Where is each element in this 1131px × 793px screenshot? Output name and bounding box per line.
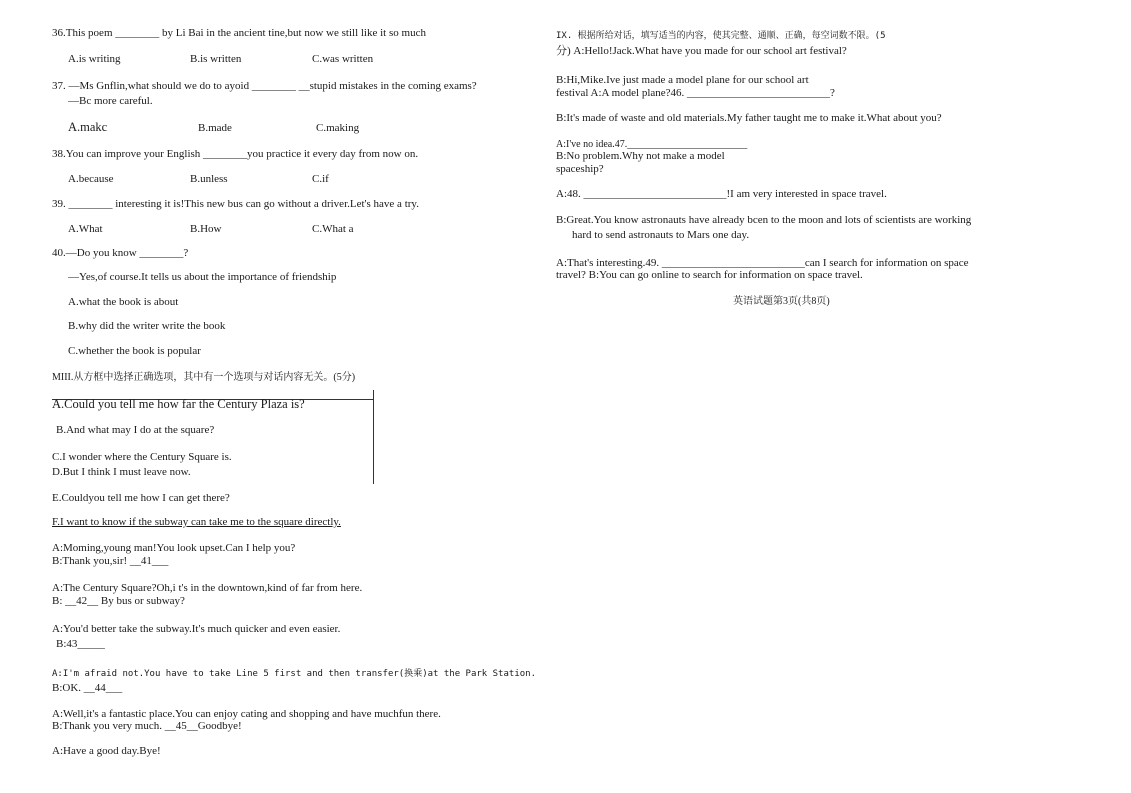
section9-title: IX. 根据所给对话，填写适当的内容，使其完整、通顺、正确，每空词数不限。(5 xyxy=(556,31,886,41)
dialog-line: A:I've no idea.47.________________________ xyxy=(556,139,748,150)
q36-option-a: A.is writing xyxy=(68,53,121,65)
dialog-line: A:That's interesting.49. __________________________can I search for information on space xyxy=(556,257,969,269)
q39-option-a: A.What xyxy=(68,223,103,235)
q39-stem: 39. ________ interesting it is!This new bus can go without a driver.Let's have a try. xyxy=(52,198,419,210)
dialog-line: A:48. __________________________!I am very interested in space travel. xyxy=(556,188,887,200)
q36-stem: 36.This poem ________ by Li Bai in the ancient tine,but now we still like it so much xyxy=(52,27,426,39)
option-b: B.And what may I do at the square? xyxy=(56,424,215,436)
q39-option-c: C.What a xyxy=(312,223,354,235)
dialog-line: A:Have a good day.Bye! xyxy=(52,745,161,757)
q40-option-a: A.what the book is about xyxy=(68,296,179,308)
dialog-line: B:OK. __44___ xyxy=(52,682,123,694)
q38-option-b: B.unless xyxy=(190,173,228,185)
dialog-line: B:Hi,Mike.Ive just made a model plane for our school art xyxy=(556,74,809,86)
dialog-line: B:Thank you,sir! __41___ xyxy=(52,555,169,567)
dialog-line: A:You'd better take the subway.It's much quicker and even easier. xyxy=(52,623,341,635)
q40-option-b: B.why did the writer write the book xyxy=(68,320,226,332)
page-footer: 英语试题第3页(共8页) xyxy=(733,296,830,307)
dialog-line: A:The Century Square?Oh,i t's in the downtown,kind of far from here. xyxy=(52,582,363,594)
dialog-line: hard to send astronauts to Mars one day. xyxy=(572,229,750,241)
dialog-line: B:Thank you very much. __45__Goodbye! xyxy=(52,720,242,732)
q37-option-b: B.made xyxy=(198,122,232,134)
option-f: F.I want to know if the subway can take me to the square directly. xyxy=(52,516,341,528)
dialog-line: B:It's made of waste and old materials.My father taught me to make it.What about you? xyxy=(556,112,942,124)
dialog-line: A:Moming,young man!You look upset.Can I help you? xyxy=(52,542,296,554)
q40-option-c: C.whether the book is popular xyxy=(68,345,201,357)
option-c: C.I wonder where the Century Square is. xyxy=(52,451,232,463)
q36-option-b: B.is written xyxy=(190,53,242,65)
q40-reply: —Yes,of course.It tells us about the importance of friendship xyxy=(68,271,337,283)
q38-option-a: A.because xyxy=(68,173,114,185)
dialog-line: travel? B:You can go online to search for information on space travel. xyxy=(556,269,863,281)
dialog-line: spaceship? xyxy=(556,163,604,175)
option-a: A.Could you tell me how far the Century Plaza is? xyxy=(52,397,305,411)
q37-stem: 37. —Ms Gnflin,what should we do to ayoid ________ __stupid mistakes in the coming exams? xyxy=(52,80,477,92)
q36-option-c: C.was written xyxy=(312,53,374,65)
dialog-line: B:Great.You know astronauts have already bcen to the moon and lots of scientists are working xyxy=(556,214,972,226)
q37-option-a: A.makc xyxy=(68,120,108,134)
dialog-line: A:Well,it's a fantastic place.You can enjoy cating and shopping and have muchfun there. xyxy=(52,708,441,720)
option-e: E.Couldyou tell me how I can get there? xyxy=(52,492,230,504)
q37-option-c: C.making xyxy=(316,122,360,134)
dialog-line: B: __42__ By bus or subway? xyxy=(52,595,185,607)
dialog-line: festival A:A model plane?46. __________________________? xyxy=(556,87,835,99)
q38-option-c: C.if xyxy=(312,173,329,185)
dialog-line: B:No problem.Why not make a model xyxy=(556,150,725,162)
section8-title: MIII.从方框中选择正确选项，其中有一个选项与对话内容无关。(5分) xyxy=(52,372,356,383)
q40-stem: 40.—Do you know ________? xyxy=(52,247,189,259)
dialog-line: A:I'm afraid not.You have to take Line 5 first and then transfer(换乘)at the Park Station. xyxy=(52,669,536,679)
option-box-right-border xyxy=(373,390,374,484)
q37-reply: —Bc more careful. xyxy=(68,95,153,107)
section9-title-cont: 分) A:Hello!Jack.What have you made for our school art festival? xyxy=(556,45,847,57)
q39-option-b: B.How xyxy=(190,223,222,235)
q38-stem: 38.You can improve your English ________you practice it every day from now on. xyxy=(52,148,419,160)
option-d: D.But I think I must leave now. xyxy=(52,466,191,478)
dialog-line: B:43_____ xyxy=(56,638,105,650)
